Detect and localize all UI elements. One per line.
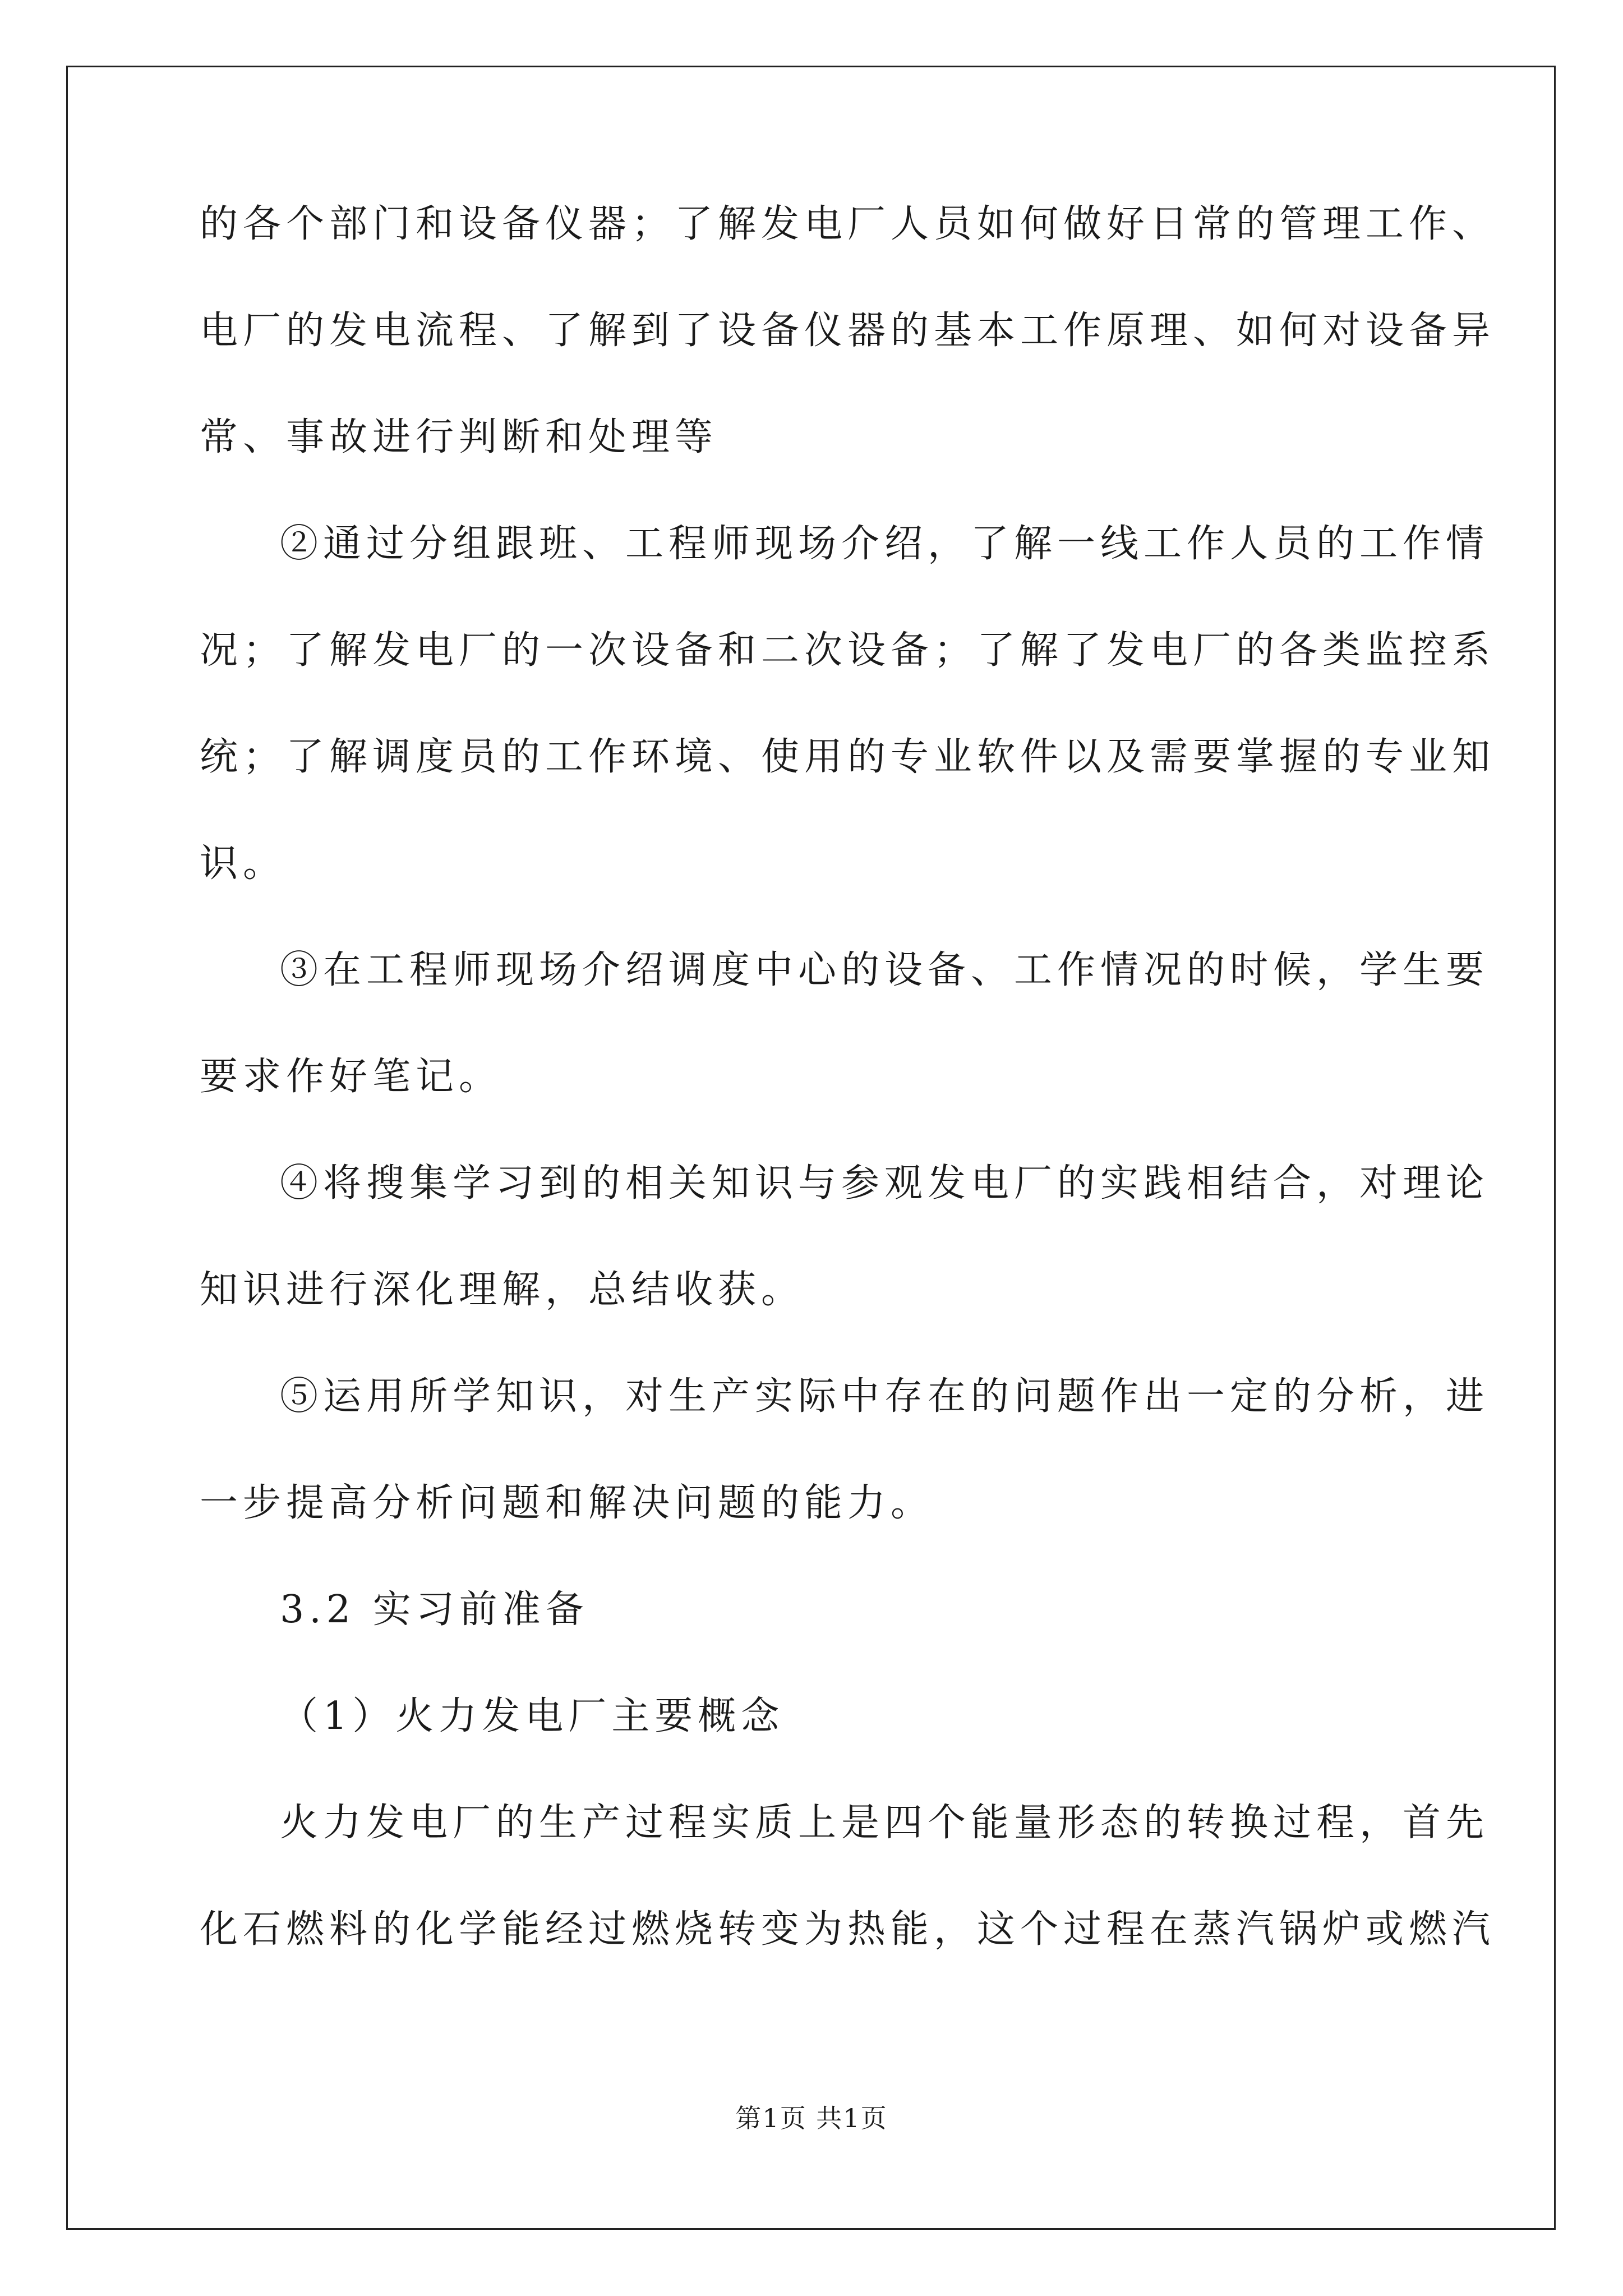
text-line: 况；了解发电厂的一次设备和二次设备；了解了发电厂的各类监控系 bbox=[200, 628, 1496, 673]
page-footer: 第1页 共1页 bbox=[735, 2103, 888, 2133]
text-line: 电厂的发电流程、了解到了设备仪器的基本工作原理、如何对设备异 bbox=[200, 309, 1496, 353]
text-line: 火力发电厂的生产过程实质上是四个能量形态的转换过程，首先 bbox=[280, 1801, 1490, 1845]
text-line: ⑤运用所学知识，对生产实际中存在的问题作出一定的分析，进 bbox=[280, 1374, 1490, 1419]
subsection-heading: （1）火力发电厂主要概念 bbox=[280, 1694, 785, 1738]
text-line: ②通过分组跟班、工程师现场介绍，了解一线工作人员的工作情 bbox=[280, 522, 1490, 566]
text-line: 化石燃料的化学能经过燃烧转变为热能，这个过程在蒸汽锅炉或燃汽 bbox=[200, 1907, 1496, 1952]
text-line: 知识进行深化理解，总结收获。 bbox=[200, 1268, 805, 1312]
text-line: 识。 bbox=[200, 841, 287, 886]
text-line: 要求作好笔记。 bbox=[200, 1055, 502, 1099]
text-line: 统；了解调度员的工作环境、使用的专业软件以及需要掌握的专业知 bbox=[200, 735, 1496, 779]
text-line: ④将搜集学习到的相关知识与参观发电厂的实践相结合，对理论 bbox=[280, 1161, 1490, 1205]
text-line: ③在工程师现场介绍调度中心的设备、工作情况的时候，学生要 bbox=[280, 948, 1490, 992]
text-line: 一步提高分析问题和解决问题的能力。 bbox=[200, 1481, 934, 1525]
page-border bbox=[66, 66, 1556, 2230]
text-line: 的各个部门和设备仪器；了解发电厂人员如何做好日常的管理工作、 bbox=[200, 202, 1496, 246]
text-line: 常、事故进行判断和处理等 bbox=[200, 415, 718, 459]
section-heading: 3.2 实习前准备 bbox=[280, 1588, 589, 1632]
